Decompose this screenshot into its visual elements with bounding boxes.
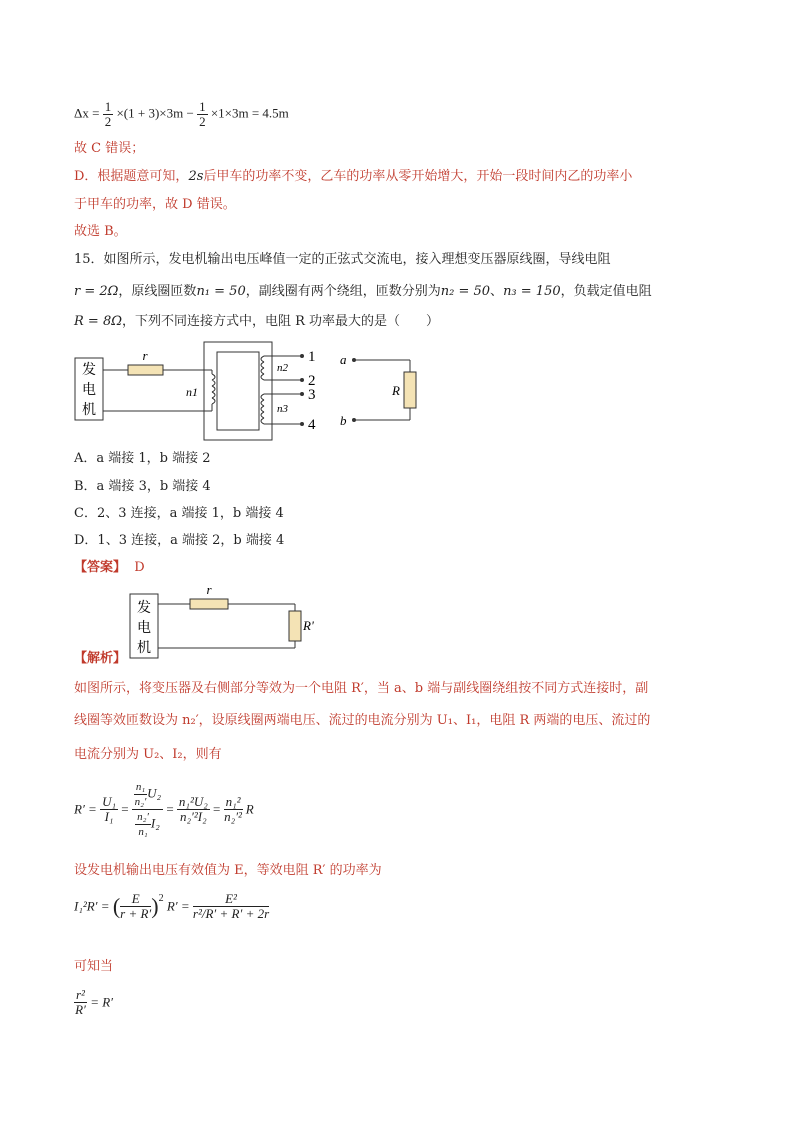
transformer-circuit-diagram [70,338,430,442]
equivalent-circuit-diagram [125,584,325,664]
terminal-1-label: 1 [308,349,316,365]
primary-coil [212,374,215,404]
equivalent-resistor [289,611,301,641]
power-equation: I₁²R′ = ( $\frac{E}{r + R'}$ )$^2$ R′ = $\frac{\text{E²}}{\text{r²/R′ + R′ + 2r}}$ [74,891,270,921]
n3-label: n3 [277,403,288,415]
resistor-r-label: r [142,348,148,363]
question-15-line-1: 15．如图所示，发电机输出电压峰值一定的正弦式交流电，接入理想变压器原线圈，导线电阻 [74,252,611,267]
explanation-line-5: 可知当 [74,959,114,974]
generator-label-2: 电 [82,383,96,398]
delta-x-formula: Δx = $\frac{1}{2}$ ×(1 + 3)×3m − $\frac{1}{2}$ ×1×3m = 4.5m [74,99,289,129]
d-explanation-line-2: 于甲车的功率，故 D 错误。 [74,197,236,212]
option-c: C．2、3 连接，a 端接 1，b 端接 4 [74,506,284,521]
n1-label: n1 [186,385,198,399]
load-R-label: R [392,383,400,398]
option-a: A．a 端接 1，b 端接 2 [74,451,211,466]
condition-equation: $\frac{\text{r²}}{R'}$ = R′ [75,987,114,1017]
generator2-label-2: 电 [137,621,151,636]
explanation-line-3: 电流分别为 U₂、I₂，则有 [74,747,222,762]
terminal-4-dot [300,422,304,426]
terminal-1-dot [300,354,304,358]
analysis-tag: 【解析】 [74,651,127,666]
secondary-coils [261,356,264,424]
terminal-2-label: 2 [308,373,316,389]
resistor-r-2 [190,599,228,609]
explanation-line-2: 线圈等效匝数设为 n₂′，设原线圈两端电压、流过的电流分别为 U₁、I₁，电阻 R 两端的电压、流过的 [74,713,651,728]
d-explanation-line-1: D．根据题意可知，2s后甲车的功率不变，乙车的功率从零开始增大，开始一段时间内乙的功率小 [74,169,633,184]
generator-label-3: 机 [82,403,96,418]
explanation-line-4: 设发电机输出电压有效值为 E，等效电阻 R′ 的功率为 [74,863,382,878]
resistor-r2-label: r [206,584,212,597]
terminal-b-label: b [340,413,347,428]
equivalent-resistor-label: R' [303,618,314,633]
n2-label: n2 [277,362,288,374]
load-resistor-R [404,372,416,408]
answer-line: 【答案】 D [74,560,145,575]
question-15-line-3: R = 8Ω，下列不同连接方式中，电阻 R 功率最大的是（ ） [74,314,440,329]
equivalent-resistance-equation: R′ = $\frac{\text{U₁}}{\text{I₁}}$ = $\frac{\text{n₁}}{\text{n₂′}}$ U₂ $\frac{\text{n₂′}}{\text{n₁}}$ I₂ = $\frac{\text{n₁²U₂}}{\text{n₂′²I₂}}$ = $\frac{\text{n₁²}}{\text{n₂′²}}$ R [74,781,254,838]
terminal-3-dot [300,392,304,396]
generator-label-1: 发 [82,363,96,378]
explanation-line-1: 如图所示，将变压器及右侧部分等效为一个电阻 R′，当 a、b 端与副线圈绕组按不同方式连接时，副 [74,681,649,696]
generator2-label-1: 发 [137,601,151,616]
terminal-a-label: a [340,352,347,367]
terminal-3-label: 3 [308,387,316,403]
generator2-label-3: 机 [137,641,151,656]
option-d: D．1、3 连接，a 端接 2，b 端接 4 [74,533,285,548]
terminal-2-dot [300,378,304,382]
option-b: B．a 端接 3，b 端接 4 [74,479,211,494]
c-wrong-line: 故 C 错误； [74,141,145,156]
choose-b-line: 故选 B。 [74,224,127,239]
terminal-4-label: 4 [308,417,316,433]
question-15-line-2: r = 2Ω，原线圈匝数n₁ = 50，副线圈有两个绕组，匝数分别为n₂ = 50、n₃ = 150，负载定值电阻 [74,284,652,299]
resistor-r [128,365,163,375]
